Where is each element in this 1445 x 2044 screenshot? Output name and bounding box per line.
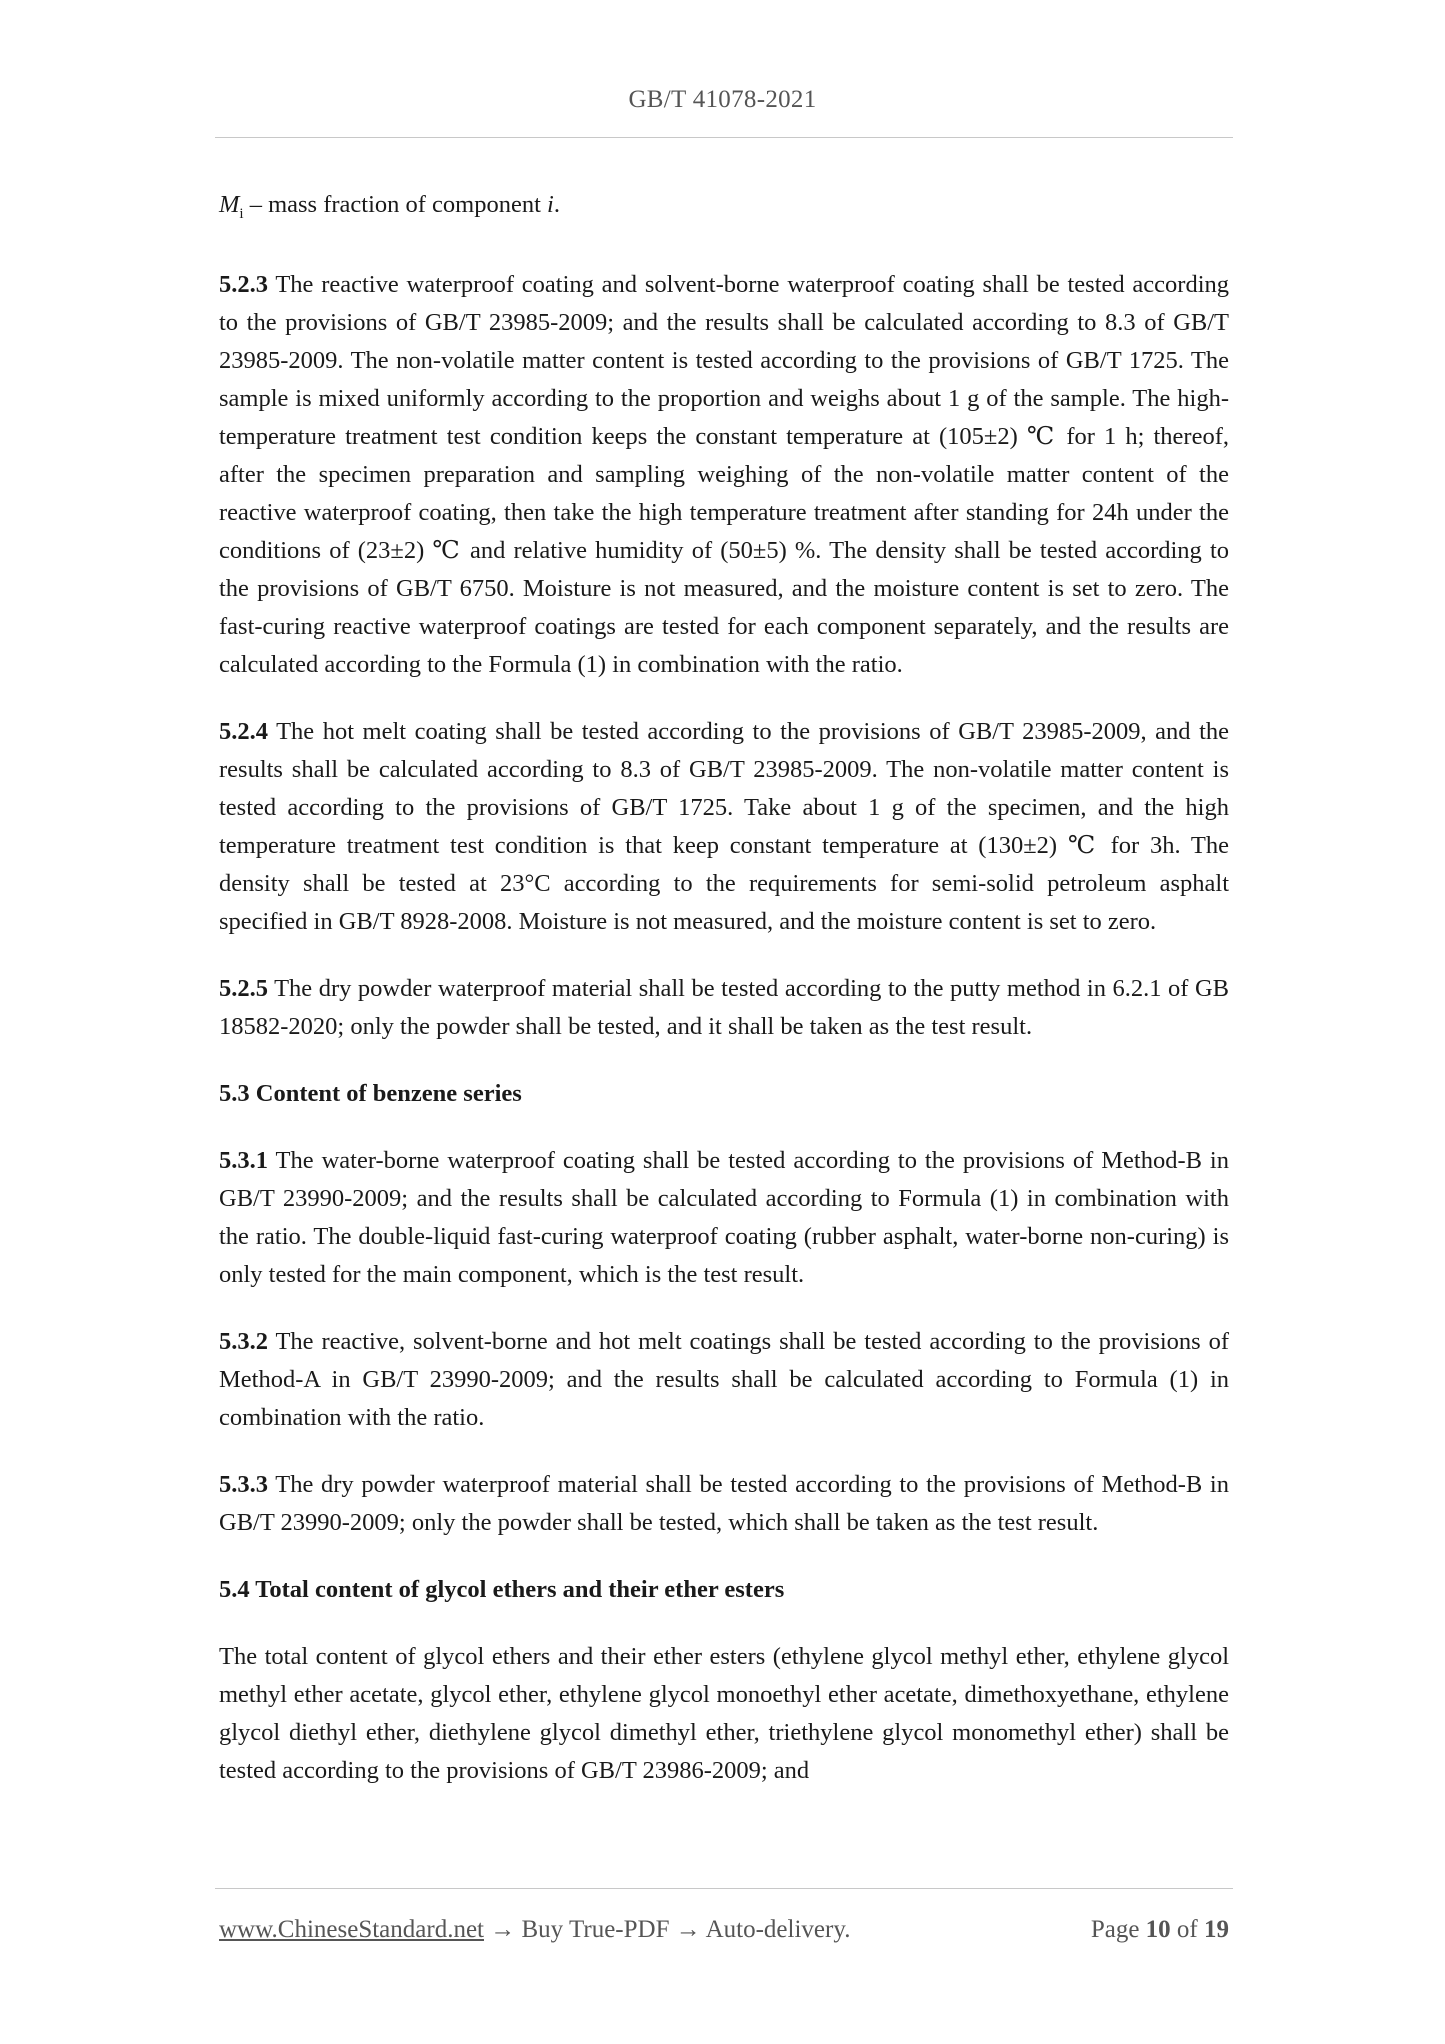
clause-5-3-1 — [219, 1142, 1229, 1294]
arrow-icon: → — [669, 1916, 706, 1943]
clause-5-2-3 — [219, 266, 1229, 684]
current-page: 10 — [1145, 1916, 1171, 1943]
document-body — [219, 186, 1229, 1819]
section-heading-5-4: 5.4 Total content of glycol ethers and their ether esters — [219, 1575, 785, 1603]
of-label: of — [1170, 1916, 1204, 1943]
clause-number: 5.3.3 — [219, 1470, 268, 1498]
section-heading-5-3: 5.3 Content of benzene series — [219, 1079, 522, 1107]
definition-end: . — [553, 191, 560, 218]
buy-text: Buy True-PDF — [521, 1916, 670, 1943]
paragraph-5-4: The total content of glycol ethers and their ether esters (ethylene glycol methyl ether, ethylene glycol methyl ether acetate, glycol ether, ethylene glycol monoethyl ether acetate, dimethoxyethane, ethylene glycol diethyl ether, diethylene glycol dimethyl ether, triethylene glycol monomethyl ether) shall be tested according to the provisions of GB/T 23986-2009; and — [219, 1642, 1229, 1784]
clause-text: The water-borne waterproof coating shall be tested according to the provisions of Method-B in GB/T 23990-2009; and the results shall be calculated according to Formula (1) in combination with the ratio. The double-liquid fast-curing waterproof coating (rubber asphalt, water-borne non-curing) is only tested for the main component, which is the test result. — [219, 1146, 1229, 1288]
footer-promo — [219, 1916, 850, 1944]
page-number — [1091, 1916, 1229, 1944]
clause-text: The dry powder waterproof material shall be tested according to the provisions of Method-B in GB/T 23990-2009; only the powder shall be tested, which shall be taken as the test result. — [219, 1470, 1229, 1536]
website-link[interactable]: www.ChineseStandard.net — [219, 1916, 484, 1943]
auto-delivery-text: Auto-delivery. — [705, 1916, 851, 1943]
clause-number: 5.3.1 — [219, 1146, 268, 1174]
clause-5-2-4 — [219, 713, 1229, 941]
total-pages: 19 — [1204, 1916, 1229, 1943]
definition-line — [219, 186, 1229, 233]
subscript: i — [239, 205, 244, 222]
clause-text: The hot melt coating shall be tested according to the provisions of GB/T 23985-2009, and the results shall be calculated according to 8.3 of GB/T 23985-2009. The non-volatile matter content is tested according to the provisions of GB/T 1725. Take about 1 g of the specimen, and the high temperature treatment test condition is that keep constant temperature at (130±2) ℃ for 3h. The density shall be tested at 23°C according to the requirements for semi-solid petroleum asphalt specified in GB/T 8928-2008. Moisture is not measured, and the moisture content is set to zero. — [219, 717, 1229, 935]
clause-number: 5.3.2 — [219, 1327, 268, 1355]
clause-number: 5.2.3 — [219, 270, 268, 298]
clause-number: 5.2.5 — [219, 974, 268, 1002]
header-divider — [215, 137, 1233, 138]
clause-text: The reactive waterproof coating and solvent-borne waterproof coating shall be tested according to the provisions of GB/T 23985-2009; and the results shall be calculated according to 8.3 of GB/T 23985-2009. The non-volatile matter content is tested according to the provisions of GB/T 1725. The sample is mixed uniformly according to the proportion and weighs about 1 g of the sample. The high-temperature treatment test condition keeps the constant temperature at (105±2) ℃ for 1 h; thereof, after the specimen preparation and sampling weighing of the non-volatile matter content of the reactive waterproof coating, then take the high temperature treatment after standing for 24h under the conditions of (23±2) ℃ and relative humidity of (50±5) %. The density shall be tested according to the provisions of GB/T 6750. Moisture is not measured, and the moisture content is set to zero. The fast-curing reactive waterproof coatings are tested for each component separately, and the results are calculated according to the Formula (1) in combination with the ratio. — [219, 270, 1229, 678]
clause-5-3-3 — [219, 1466, 1229, 1542]
clause-number: 5.2.4 — [219, 717, 268, 745]
clause-text: The reactive, solvent-borne and hot melt coatings shall be tested according to the provisions of Method-A in GB/T 23990-2009; and the results shall be calculated according to Formula (1) in combination with the ratio. — [219, 1327, 1229, 1431]
variable: i — [547, 191, 554, 218]
page-label: Page — [1090, 1916, 1146, 1943]
arrow-icon: → — [484, 1916, 522, 1943]
symbol: M — [219, 191, 240, 218]
clause-5-3-2 — [219, 1323, 1229, 1437]
definition-text: – mass fraction of component — [243, 191, 548, 218]
page-header: GB/T 41078-2021 — [628, 86, 817, 113]
clause-5-2-5 — [219, 970, 1229, 1046]
clause-text: The dry powder waterproof material shall be tested according to the putty method in 6.2.1 of GB 18582-2020; only the powder shall be tested, and it shall be taken as the test result. — [219, 974, 1229, 1040]
footer-divider — [215, 1888, 1233, 1889]
